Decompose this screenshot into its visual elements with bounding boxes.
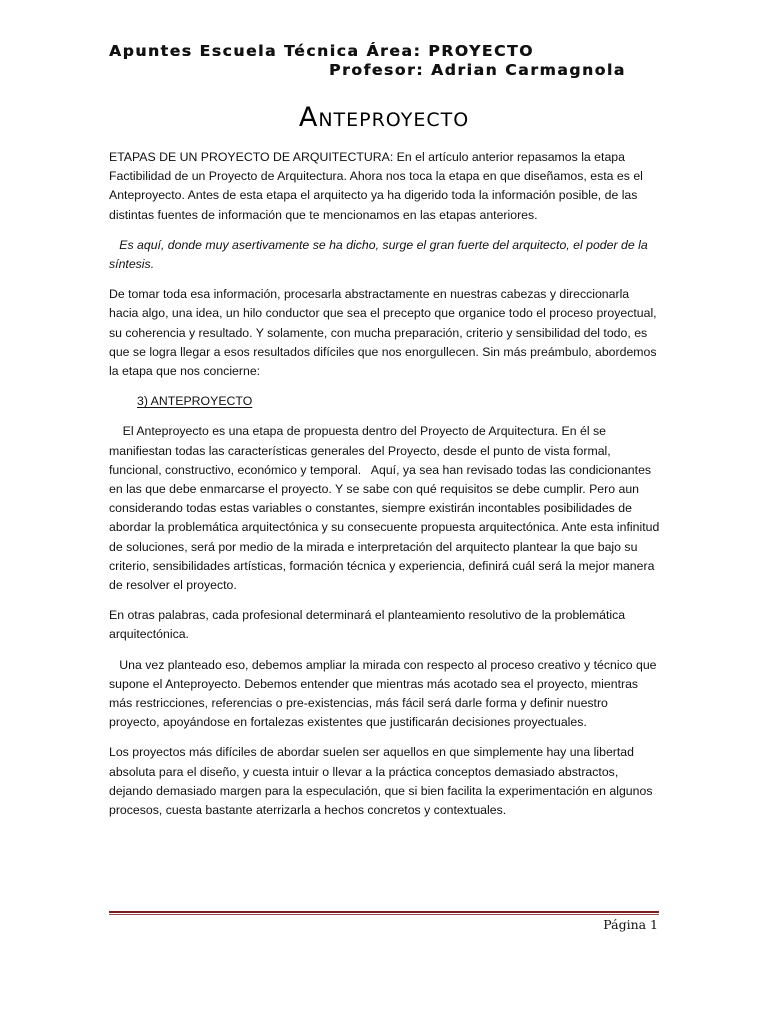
footer-rule-thin (109, 914, 659, 915)
document-body (109, 148, 661, 831)
header-course-line: Apuntes Escuela Técnica Área: PROYECTO (109, 42, 534, 60)
paragraph-creative-process: Una vez planteado eso, debemos ampliar la mirada con respecto al proceso creativo y técnico que supone el Anteproyecto. Debemos entender que mientras más acotado sea el proyecto, mientras más restricciones, referencias o pre-existencias, más fácil será darle forma y definir nuestro proyecto, apoyándose en fortalezas existentes que justificarán decisiones proyectuales. (109, 657, 660, 730)
header-professor-line: Profesor: Adrian Carmagnola (329, 61, 626, 79)
footer-rule-thick (109, 911, 659, 913)
section-heading-anteproyecto: 3) ANTEPROYECTO (137, 394, 253, 409)
paragraph-intro: ETAPAS DE UN PROYECTO DE ARQUITECTURA: En el artículo anterior repasamos la etapa Factibilidad de un Proyecto de Arquitectura. Ahora nos toca la etapa en que diseñamos, esta es el Anteproyecto. Antes de esta etapa el arquitecto ya ha digerido toda la información posible, de las distintas fuentes de información que te mencionamos en las etapas anteriores. (109, 150, 643, 222)
paragraph-quote: Es aquí, donde muy asertivamente se ha dicho, surge el gran fuerte del arquitecto, el poder de la síntesis. (109, 237, 652, 272)
paragraph-definition: El Anteproyecto es una etapa de propuesta dentro del Proyecto de Arquitectura. En él se manifiestan todas las características generales del Proyecto, desde el punto de vista formal, funcional, constructivo, económico y temporal. Aquí, ya sea han revisado todas las condicionantes en las que debe enmarcarse el proyecto. Y se sabe con qué requisitos se debe cumplir. Pero aun considerando todas estas variables o constantes, siempre existirán incontables posibilidades de abordar la problemática arquitectónica y su consecuente propuesta arquitectónica. Ante esta infinitud de soluciones, será por medio de la mirada e interpretación del arquitecto plantear la que bajo su criterio, sensibilidades artísticas, formación técnica y experiencia, definirá cuál será la mejor manera de resolver el proyecto. (109, 424, 663, 593)
paragraph-other-words: En otras palabras, cada profesional determinará el planteamiento resolutivo de la problemática arquitectónica. (109, 608, 626, 642)
page-number: Página 1 (603, 917, 658, 932)
paragraph-synthesis: De tomar toda esa información, procesarla abstractamente en nuestras cabezas y direccionarla hacia algo, una idea, un hilo conductor que sea el precepto que organice todo el proceso proyectual, su coherencia y resultado. Y solamente, con mucha preparación, criterio y sensibilidad del todo, es que se logra llegar a esos resultados difíciles que nos enorgullecen. Sin más preámbulo, abordemos la etapa que nos concierne: (109, 287, 657, 379)
paragraph-difficult-projects: Los proyectos más difíciles de abordar suelen ser aquellos en que simplemente hay una libertad absoluta para el diseño, y cuesta intuir o llevar a la práctica conceptos demasiado abstractos, dejando demasiado margen para la especulación, que si bien facilita la experimentación en algunos procesos, cuesta bastante aterrizarla a hechos concretos y contextuales. (109, 745, 653, 818)
document-title: Anteproyecto (298, 102, 470, 133)
footer-rule (109, 911, 659, 915)
